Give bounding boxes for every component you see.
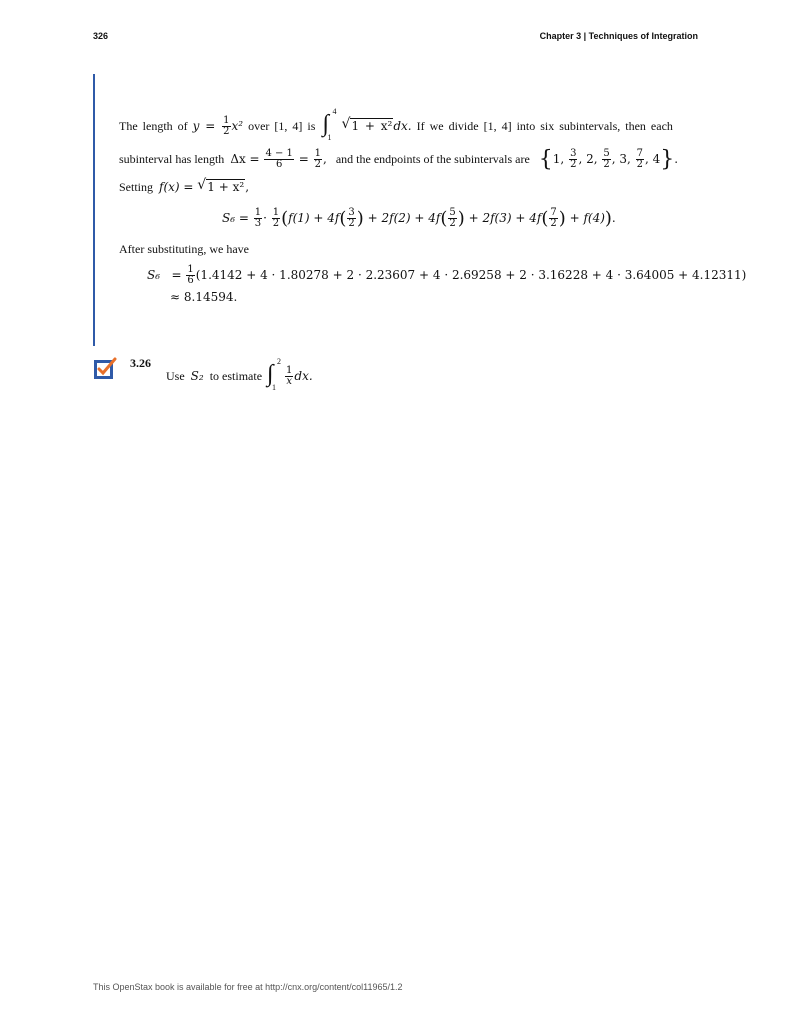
integral-sign: ∫ 4 1 [322, 107, 337, 143]
chapter-title: Chapter 3 | Techniques of Integration [539, 31, 698, 41]
square-root: √ 1 + x² [341, 116, 393, 133]
example-accent-bar [93, 74, 95, 346]
simpson-formula-s6: S₆ = $\frac{1}{3}$ · $\frac{1}{2}$ (f(1) + 4f( $\frac{3}{2}$ ) + 2f(2) + 4f( $\frac{5}{2}$ ) + 2f(3) + 4f( $\frac{7}{2}$ ) + f(4)). [222, 207, 616, 229]
checkpoint-number: 3.26 [130, 356, 151, 370]
paragraph-setting-f: Setting f(x) = √ 1 + x², [119, 177, 250, 194]
approximation-result: ≈ 8.14594. [170, 290, 238, 304]
integral-sign: ∫ 2 1 [267, 357, 282, 393]
footer-availability-note: This OpenStax book is available for free at http://cnx.org/content/col11965/1.2 [93, 982, 403, 992]
substituted-expression: S₆ = $\frac{1}{6}$ (1.4142 + 4 · 1.80278 + 2 · 2.23607 + 4 · 2.69258 + 2 · 3.16228 + 4 · 3.64005 + 4.12311) [147, 264, 747, 286]
after-substituting-text: After substituting, we have [119, 242, 249, 256]
paragraph-subintervals: subinterval has length Δx = $\frac{4 - 1}{6}$ = $\frac{1}{2}$ , and the endpoints of the subintervals are {1, $\frac{3}{2}$ , 2, $\frac{5}{2}$ , 3, $\frac{7}{2}$ , 4}. [119, 147, 679, 172]
page-number: 326 [93, 31, 109, 41]
paragraph-arc-length: The length of y = $\frac{1}{2}$ x² over [1, 4] is ∫ 4 1 √ 1 + x²dx. If we divide [1, 4] into six subintervals, then each [119, 107, 673, 143]
checkpoint-icon [93, 356, 117, 380]
checkpoint-question: Use S₂ to estimate ∫ 2 1 $\frac{1}{x}$ dx. [166, 357, 313, 393]
